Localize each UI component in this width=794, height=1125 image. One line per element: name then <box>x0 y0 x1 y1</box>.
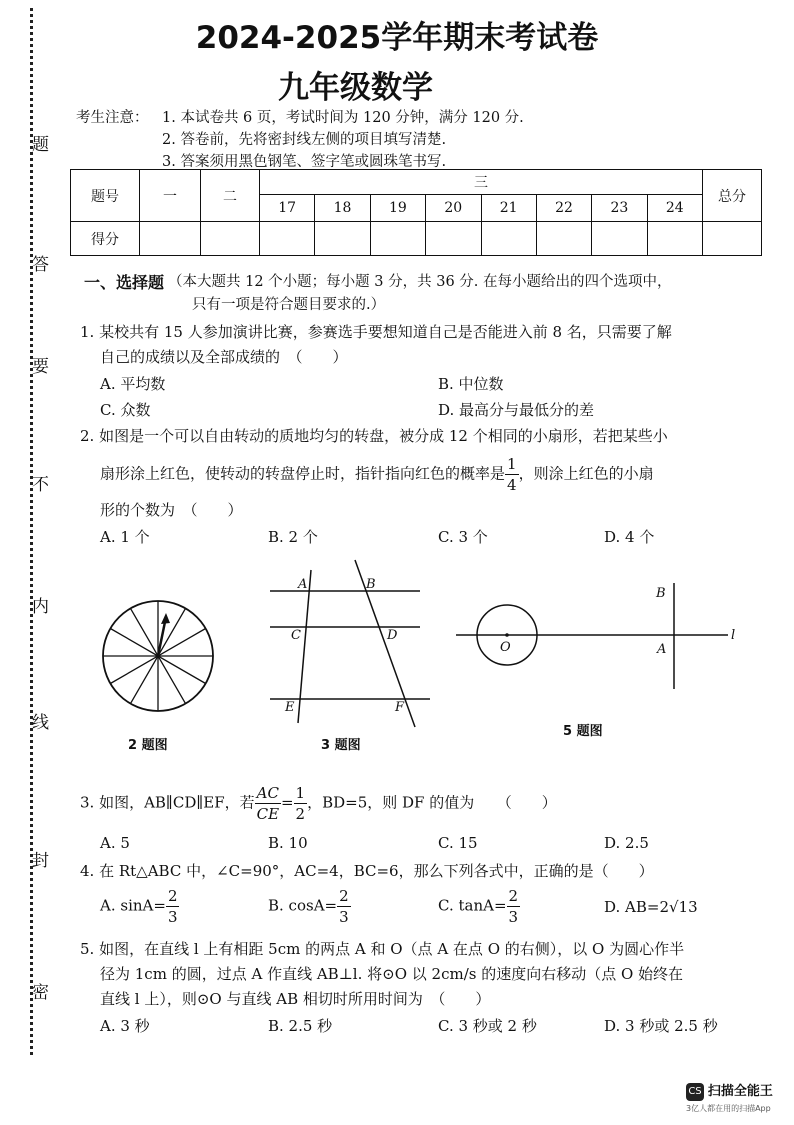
side-char: 封 <box>32 851 49 871</box>
score-sub-col: 21 <box>481 195 536 222</box>
label-b: B <box>366 577 376 592</box>
q4-option-b <box>268 886 351 927</box>
side-char: 不 <box>32 475 49 495</box>
q3-text: 3. 如图，AB∥CD∥EF，若 <box>80 793 255 812</box>
score-sub-col: 22 <box>536 195 591 222</box>
q3-frac-den: CE <box>256 805 280 823</box>
q1-option-b: B. 中位数 <box>438 375 504 393</box>
score-sub-col: 23 <box>592 195 647 222</box>
section-heading: 一、选择题 <box>84 273 165 292</box>
q5-option-b: B. 2.5 秒 <box>268 1017 333 1035</box>
q2-option-b: B. 2 个 <box>268 528 318 546</box>
q5-option-d: D. 3 秒或 2.5 秒 <box>604 1017 718 1035</box>
note-line: 1. 本试卷共 6 页，考试时间为 120 分钟，满分 120 分. <box>162 110 524 126</box>
note-line: 3. 答案须用黑色钢笔、签字笔或圆珠笔书写. <box>162 154 447 170</box>
label-c: C <box>291 628 301 643</box>
q2-option-d: D. 4 个 <box>604 528 655 546</box>
score-sub-col: 19 <box>370 195 425 222</box>
q4-frac-num: 2 <box>167 887 178 905</box>
q1-option-c: C. 众数 <box>100 401 151 419</box>
exam-subtitle: 九年级数学 <box>278 70 433 106</box>
label-a5: A <box>657 642 667 657</box>
label-o: O <box>500 640 511 655</box>
score-cell[interactable] <box>140 222 201 256</box>
scanner-logo-icon: CS <box>686 1083 704 1101</box>
score-cell[interactable] <box>260 222 315 256</box>
label-d: D <box>387 628 398 643</box>
q3-frac-num: 1 <box>295 784 306 802</box>
q2-text: 扇形涂上红色，使转动的转盘停止时，指针指向红色的概率是 <box>100 464 506 483</box>
section-desc: （本大题共 12 个小题；每小题 3 分，共 36 分. 在每小题给出的四个选项中， <box>168 274 672 290</box>
score-sub-col: 20 <box>426 195 481 222</box>
q3-option-b: B. 10 <box>268 834 308 852</box>
q4-frac-num: 2 <box>339 887 349 905</box>
score-row-label: 得分 <box>71 222 140 256</box>
q3-option-a: A. 5 <box>100 834 130 852</box>
score-sub-col: 24 <box>647 195 702 222</box>
fig5-caption: 5 题图 <box>563 724 603 739</box>
q4-option-b-text: B. cosA= <box>268 896 338 915</box>
score-table <box>70 169 762 256</box>
score-col-total: 总分 <box>703 170 762 222</box>
scanner-watermark <box>686 1080 773 1114</box>
q2-frac-num: 1 <box>507 455 517 473</box>
label-e: E <box>285 700 295 715</box>
score-cell[interactable] <box>481 222 536 256</box>
q5-option-c: C. 3 秒或 2 秒 <box>438 1017 537 1035</box>
score-header-label: 题号 <box>71 170 140 222</box>
q4-frac-den: 3 <box>508 908 519 926</box>
q2-fraction <box>505 454 519 495</box>
q5-stem: 径为 1cm 的圆，过点 A 作直线 AB⊥l. 将⊙O 以 2cm/s 的速度向右移动（点 O 始终在 <box>100 965 684 983</box>
q5-stem: 直线 l 上），则⊙O 与直线 AB 相切时所用时间为 （ ） <box>100 990 491 1008</box>
q1-stem: 1. 某校共有 15 人参加演讲比赛，参赛选手要想知道自己是否能进入前 8 名，只需要了解 <box>80 323 672 341</box>
q4-frac-den: 3 <box>339 908 349 926</box>
q2-option-a: A. 1 个 <box>100 528 150 546</box>
figures-area <box>0 555 794 755</box>
q4-fraction <box>166 886 180 927</box>
fig3-caption: 3 题图 <box>321 738 361 753</box>
q4-option-c-text: C. tanA= <box>438 896 507 915</box>
q4-option-d: D. AB=2√13 <box>604 898 698 916</box>
q4-option-c <box>438 886 520 927</box>
side-char: 要 <box>32 357 49 377</box>
q3-option-d: D. 2.5 <box>604 834 649 852</box>
q4-option-a <box>100 886 179 927</box>
scanner-name: 扫描全能王 <box>707 1084 773 1099</box>
q4-option-a-text: A. sinA= <box>100 896 166 915</box>
score-cell[interactable] <box>426 222 481 256</box>
spinner-figure <box>103 601 213 711</box>
label-f: F <box>395 700 405 715</box>
score-cell[interactable] <box>536 222 591 256</box>
q4-frac-num: 2 <box>508 887 519 905</box>
q3-text: ，BD=5，则 DF 的值为 （ ） <box>307 793 557 812</box>
q2-frac-den: 4 <box>507 476 517 494</box>
q3-option-c: C. 15 <box>438 834 478 852</box>
note-line: 2. 答卷前，先将密封线左侧的项目填写清楚. <box>162 132 447 148</box>
binding-dotted-line <box>30 8 33 1055</box>
side-char: 题 <box>32 135 49 155</box>
side-char: 线 <box>32 713 49 733</box>
score-sub-col: 17 <box>260 195 315 222</box>
score-cell[interactable] <box>315 222 370 256</box>
q4-stem: 4. 在 Rt△ABC 中，∠C=90°，AC=4，BC=6，那么下列各式中，正确的是（ ） <box>80 862 654 880</box>
q3-frac-den: 2 <box>295 805 306 823</box>
q2-text: ，则涂上红色的小扇 <box>518 464 654 483</box>
q2-stem: 形的个数为 （ ） <box>100 501 243 519</box>
q1-option-a: A. 平均数 <box>100 375 166 393</box>
q5-stem: 5. 如图，在直线 l 上有相距 5cm 的两点 A 和 O（点 A 在点 O 的右侧），以 O 为圆心作半 <box>80 940 685 958</box>
section-desc: 只有一项是符合题目要求的.） <box>192 297 386 313</box>
q3-frac-num: AC <box>256 784 279 802</box>
q3-fraction-1 <box>255 783 281 824</box>
notes-label: 考生注意： <box>76 110 149 126</box>
q2-option-c: C. 3 个 <box>438 528 488 546</box>
score-cell[interactable] <box>703 222 762 256</box>
scanner-tagline: 3亿人都在用的扫描App <box>686 1103 771 1113</box>
label-l: l <box>731 628 736 643</box>
score-col-one: 一 <box>140 170 201 222</box>
q2-stem: 2. 如图是一个可以自由转动的质地均匀的转盘，被分成 12 个相同的小扇形，若把某些小 <box>80 427 668 445</box>
q1-option-d: D. 最高分与最低分的差 <box>438 401 595 419</box>
q3-fraction-2 <box>294 783 308 824</box>
q3-stem <box>80 783 557 824</box>
score-cell[interactable] <box>647 222 702 256</box>
fig2-caption: 2 题图 <box>128 738 168 753</box>
score-col-three: 三 <box>260 170 703 195</box>
q2-stem-line2 <box>100 454 654 495</box>
side-char: 答 <box>32 255 49 275</box>
side-char: 密 <box>32 983 49 1003</box>
circle-tangent-figure <box>456 583 728 689</box>
exam-title: 2024-2025学年期末考试卷 <box>195 20 599 56</box>
score-col-two: 二 <box>201 170 260 222</box>
q4-frac-den: 3 <box>167 908 178 926</box>
score-cell[interactable] <box>592 222 647 256</box>
q1-stem: 自己的成绩以及全部成绩的 （ ） <box>100 348 348 366</box>
q4-fraction <box>337 886 351 927</box>
score-cell[interactable] <box>370 222 425 256</box>
q3-equals: = <box>280 793 294 812</box>
q5-option-a: A. 3 秒 <box>100 1017 150 1035</box>
q4-fraction <box>507 886 521 927</box>
score-sub-col: 18 <box>315 195 370 222</box>
score-cell[interactable] <box>201 222 260 256</box>
label-b5: B <box>656 586 666 601</box>
side-char: 内 <box>32 597 49 617</box>
label-a: A <box>298 577 308 592</box>
